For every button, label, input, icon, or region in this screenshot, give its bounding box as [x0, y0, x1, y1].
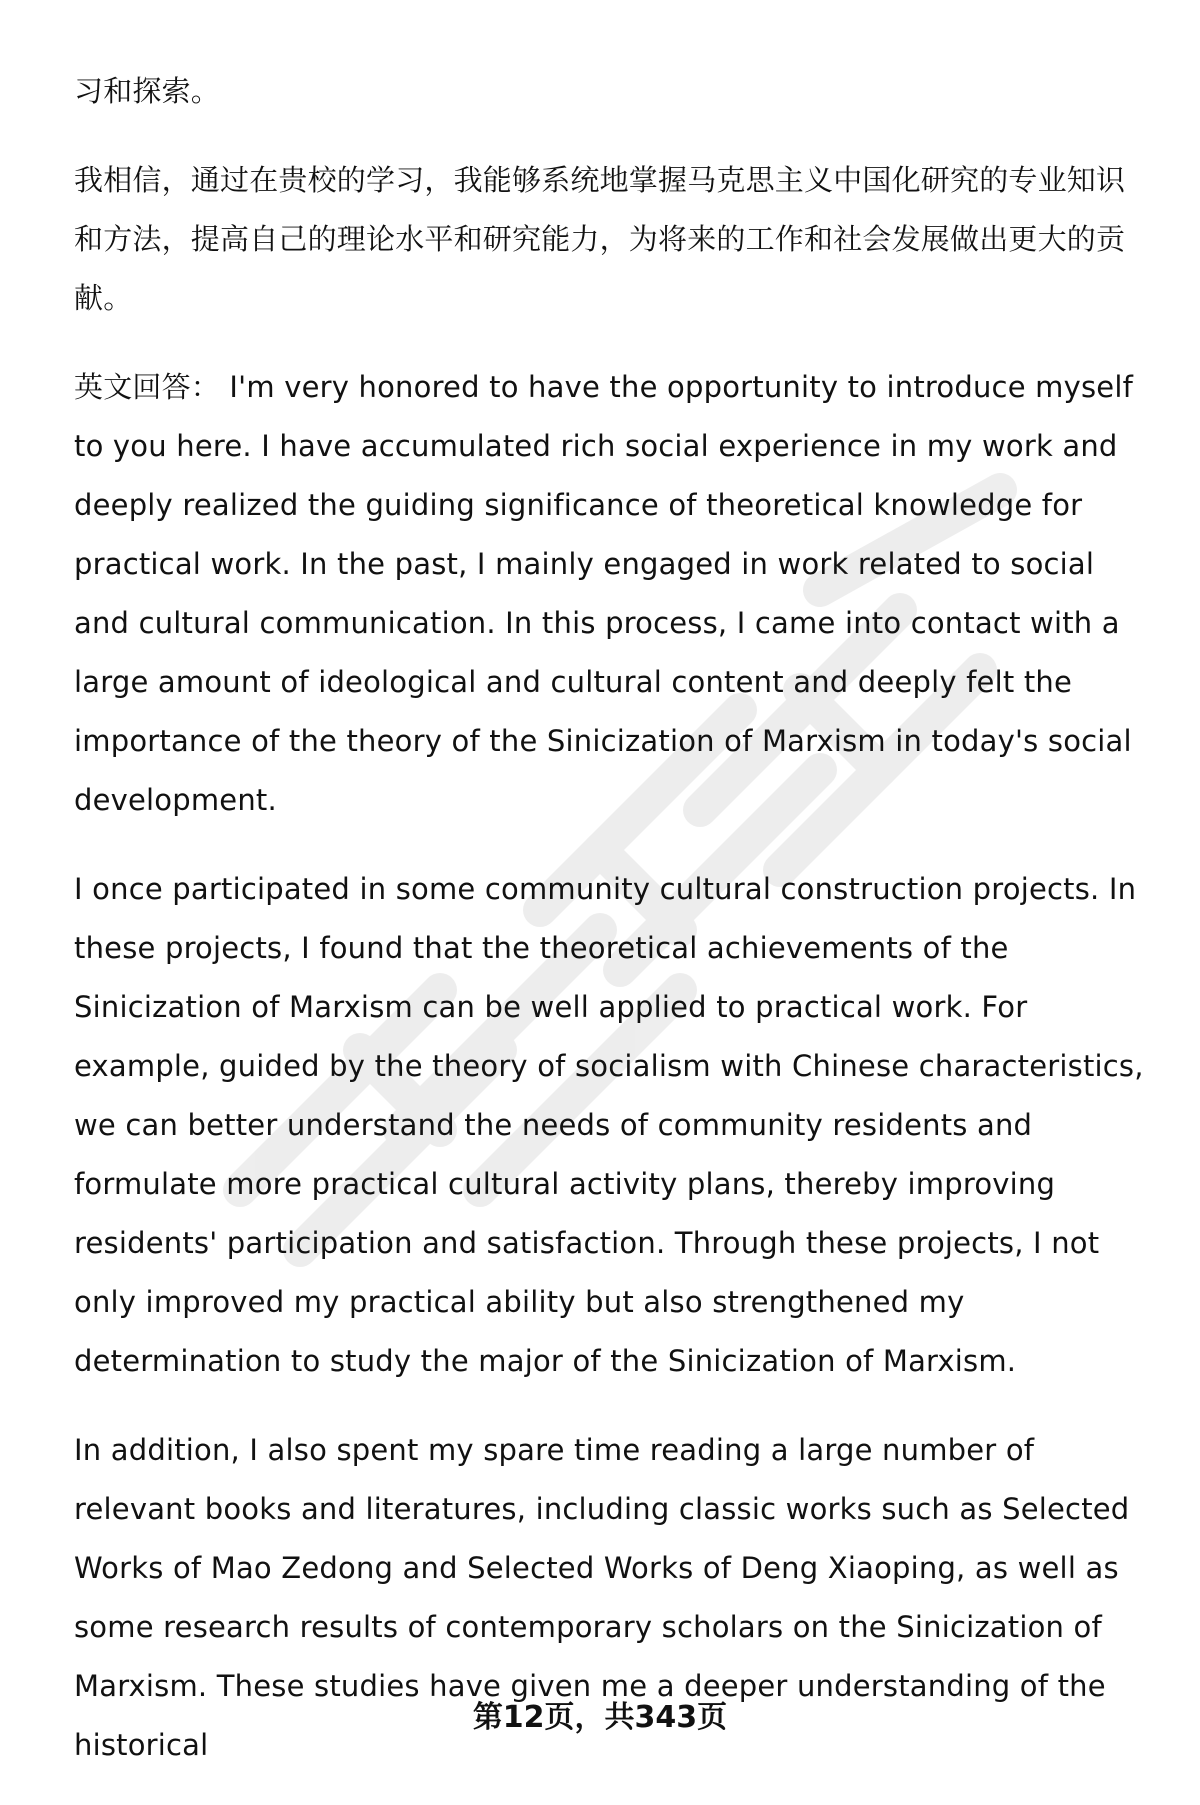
paragraph: I once participated in some community cultural construction projects. In these projects, I found that the theoretical achievements of the Sinicization of Marxism can be well applied to practical work. For example, guided by the theory of socialism with Chinese characteristics, we can better understand the needs of community residents and formulate more practical cultural activity plans, thereby improving residents' participation and satisfaction. Through these projects, I not only improved my practical ability but also strengthened my determination to study the major of the Sinicization of Marxism.	[74, 872, 1144, 1378]
paragraph: 英文回答： I'm very honored to have the opportunity to introduce myself to you here. I have accumulated rich social experience in my work and deeply realized the guiding significance of theoretical knowledge for practical work. In the past, I mainly engaged in work related to social and cultural communication. In this process, I came into contact with a large amount of ideological and cultural content and deeply felt the importance of the theory of the Sinicization of Marxism in today's social development.	[74, 370, 1133, 817]
page-number-footer: 第12页，共343页	[472, 1700, 728, 1735]
paragraph: In addition, I also spent my spare time reading a large number of relevant books and literatures, including classic works such as Selected Works of Mao Zedong and Selected Works of Deng Xiaoping, as well as some research results of contemporary scholars on the Sinicization of Marxism. These studies have given me a deeper understanding of the historical	[74, 1433, 1130, 1762]
document-body	[74, 62, 1154, 1805]
paragraph: 我相信，通过在贵校的学习，我能够系统地掌握马克思主义中国化研究的专业知识和方法，提高自己的理论水平和研究能力，为将来的工作和社会发展做出更大的贡献。	[74, 163, 1126, 315]
paragraph: 习和探索。	[74, 74, 221, 108]
